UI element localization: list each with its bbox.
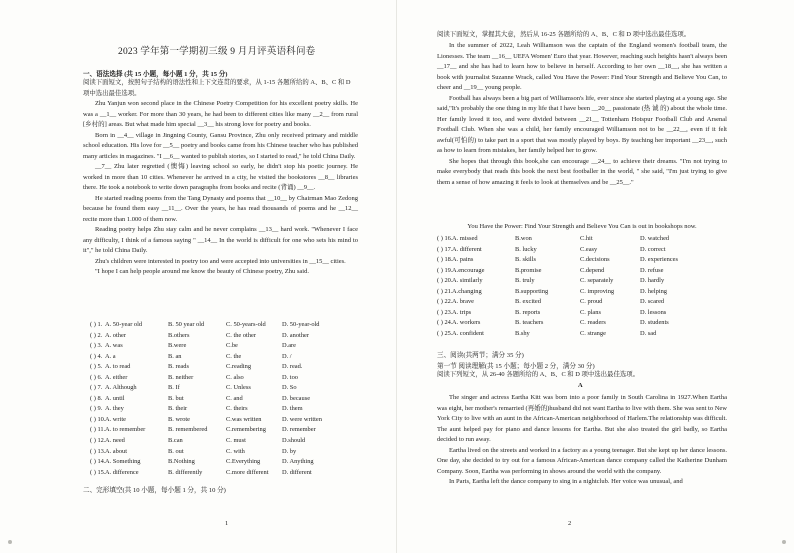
passage-paragraph: Eartha lived on the streets and worked in a factory as a young teenager. But she kept up her dance lessons. One day, she decided to try out for a famous African-American dance company called the Katherine Dunham Company. Soon, Eartha was performing in shows around the world with the company. — [437, 446, 727, 475]
question-row: ( ) 24. A. workers B. teachers C. readers D. students — [437, 319, 669, 327]
question-row: ( ) 9. A. they B. their C. theirs D. them — [90, 405, 303, 413]
passage-paragraph: The singer and actress Eartha Kitt was born into a poor family in South Carolina in 1927.When Eartha was eight, her mother's remarried (再婚的)husband did not want Eartha to live with them. She was sent to New York City to live with an aunt in the African-American neighborhood of Harlem.The relationship was difficult. The aunt helped pay for piano and dance lessons for Eartha. But she also treated the girl badly, so Eartha decided to run away. — [437, 394, 727, 443]
passage-paragraph: __7__ Zhu later regretted (懊悔) leaving school so early, he didn't stop his poetic journey. He worked in more than 10 cities. Whenever he arrived in a city, he visited the bookstores __8__ libraries there. He took a notebook to write down paragraphs from books and recite (背诵) __9__. — [83, 163, 358, 191]
passage-paragraph: Born in __4__ village in Jingning County, Gansu Province, Zhu only received primary and middle school education. His love for __5__ poetry and books came from his Chinese teacher who has published many articles in magazines. "I __6__ wanted to publish stories, so I started to read," he told China Daily. — [83, 131, 358, 160]
question-row: ( ) 12. A. need B.can C. must D.should — [90, 437, 306, 445]
passage-paragraph: Zhu's children were interested in poetry too and were accepted into universities in __15__ cities. — [95, 257, 346, 265]
page-number: 1 — [225, 520, 229, 527]
passage-paragraph: Zhu Yanjun won second place in the Chinese Poetry Competition for his excellent poetry skills. He was a __1__ worker. For more than 30 years, he had been to different cities like many __2__ from rural [乡村的] areas. But what made him special __3__ his strong love for poetry and books. — [83, 100, 358, 128]
grammar-options-list — [90, 320, 352, 478]
question-row: ( ) 6. A. either B. neither C. also D. too — [90, 373, 298, 381]
reading-instructions: 阅读下列短文，从 26-40 各题所给的 A、B、C 和 D 项中选出最佳选项。 — [437, 371, 640, 378]
question-row: ( ) 14. A. Something B.Nothing C.Everything D. Anything — [90, 458, 314, 466]
scan-mark — [782, 540, 786, 544]
page-number: 2 — [568, 520, 572, 527]
passage-paragraph: In Paris, Eartha left the dance company to sing in a nightclub. Her voice was unusual, and — [449, 478, 683, 485]
question-row: ( ) 1. A. 50-year old B. 50 year old C. 50-years-old D. 50-year-old — [90, 321, 320, 328]
question-row: ( ) 17. A. different B. lucky C.easy D. correct — [437, 245, 666, 253]
question-row: ( ) 11. A. to remember B. remembered C.remembering D. remember — [90, 426, 316, 434]
section2-heading: 二、完形填空(共 10 小题，每小题 1 分，共 10 分) — [83, 487, 226, 494]
question-row: ( ) 10. A. write B. wrote C.was written D. were written — [90, 415, 322, 423]
question-row: ( ) 15. A. difference B. differently C.more different D. different — [90, 468, 312, 476]
passage-paragraph: In the summer of 2022, Leah Williamson was the captain of the England women's football team, the Lionesses. The team __16__ UEFA Women' Euro that year. However, reaching such heights hasn't always been __17__ and she has had to learn how to believe in herself. According to her own __18__, she has written a book with journalist Suzanne Wrack, called You Have the Power: Find Your Strength and Believe You Can, to cheer and __19__ young people. — [437, 42, 727, 91]
exam-title: 2023 学年第一学期初三级 9 月月评英语科问卷 — [118, 47, 316, 57]
passage-paragraph: He started reading poems from the Tang Dynasty and poems that __10__ by Chairman Mao Zedong because he found them easy __11__. Over the years, he has read thousands of poems and he __12__ recite more than 1.000 of them now. — [83, 194, 358, 223]
passage-leah-williamson — [437, 41, 727, 188]
passage-paragraph: Reading poetry helps Zhu stay calm and he never complains __13__ hard work. "Whenever I face any difficulty, I think of a famous saying " __14__ In the world is difficult for one who sets his mind to it"," he told China Daily. — [83, 226, 358, 254]
question-row: ( ) 8. A. until B. but C. and D. because — [90, 394, 311, 402]
question-row: ( ) 18. A. pains B. skills C.decisions D. experiences — [437, 256, 678, 264]
right-page — [397, 0, 794, 553]
passage-zhu-yanjun — [83, 99, 358, 278]
section1-heading: 一、语法选择 (共 15 小题，每小题 1 分，共 15 分) — [83, 71, 228, 78]
question-row: ( ) 21. A.changing B.supporting C. improving D. helping — [437, 287, 667, 295]
book-title-line: You Have the Power: Find Your Strength and Believe You Can is out in bookshops now. — [467, 223, 697, 230]
question-row: ( ) 16. A. missed B.won C.hit D. watched — [437, 235, 670, 242]
reading-part1-heading: 第一节 阅读理解(共 15 小题；每小题 2 分，满分 30 分) — [437, 363, 595, 370]
question-row: ( ) 20. A. similarly B. truly C. separately D. hardly — [437, 277, 665, 285]
question-row: ( ) 19. A.encourage B.promise C.depend D. refuse — [437, 266, 664, 274]
question-row: ( ) 13. A. about B. out C. with D. by — [90, 447, 297, 455]
passage-paragraph: Football has always been a big part of Williamson's life, ever since she started playing at a young age. She said,"It's probably the one thing in my life that I have been __20__ passionate (热 诚 的) about the whole time. Her family loved it too, and were divided between __21__ Tottenham Hotspur Football Club and Arsenal Football Club. When she was a child, her family encouraged Williamson not to be __22__, even if it felt awful(可怕的) to take part in a sport that was mostly played by boys. By teaching her important __23__, such as how to learn from mistakes, her family helped her to grow. — [437, 94, 727, 154]
passage-eartha-kitt — [437, 393, 727, 488]
passage-paragraph: "I hope I can help people around me know the beauty of Chinese poetry, Zhu said. — [95, 268, 309, 275]
question-row: ( ) 25. A. confident B.shy C. strange D. sad — [437, 329, 657, 337]
question-row: ( ) 3. A. was B.were C.be D.are — [90, 342, 297, 350]
passage-label: A — [578, 382, 583, 389]
question-row: ( ) 22. A. brave B. excited C. proud D. scared — [437, 298, 665, 306]
question-row: ( ) 7. A. Although B. If C. Unless D. So — [90, 384, 297, 392]
passage-paragraph: She hopes that through this book,she can encourage __24__ to achieve their dreams. "I'm not trying to make everybody that reads this book the next best footballer in the world, " she said, "I'm just trying to give them a sense of how amazing it feels to look at themselves and be __25__." — [437, 157, 727, 186]
cloze-instructions: 阅读下面短文，掌握其大意，然后从 16-25 各题所给的 A、B、C 和 D 项中选出最佳选项。 — [437, 31, 691, 38]
question-row: ( ) 23. A. trips B. reports C. plans D. lessons — [437, 308, 667, 316]
question-row: ( ) 4. A. a B. an C. the D. / — [90, 352, 292, 360]
question-row: ( ) 5. A. to read B. reads C.reading D. read. — [90, 363, 303, 371]
scan-mark — [8, 540, 12, 544]
section3-heading: 三、阅读(共两节；满分 35 分) — [437, 352, 524, 359]
cloze-options-list — [437, 234, 710, 339]
question-row: ( ) 2. A. other B.others C. the other D. another — [90, 331, 309, 339]
section1-instructions: 阅读下面短文，按照句子结构的语法性和上下文连贯的要求，从 1-15 各题所给的 A、B、C 和 D 项中选出最佳选项。 — [83, 79, 351, 97]
